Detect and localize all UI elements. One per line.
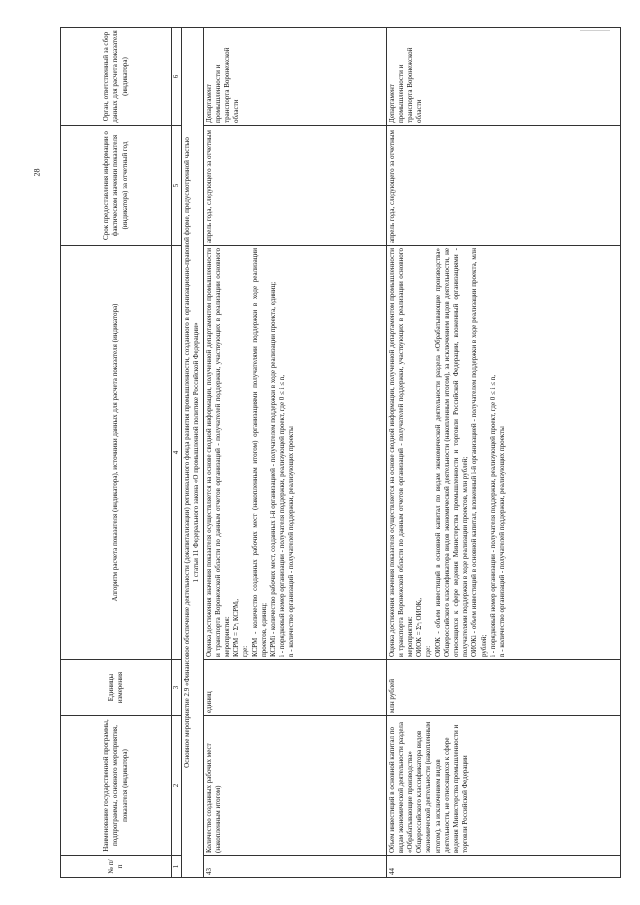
table-header-row [61, 28, 172, 878]
algorithm-definition: ОИОК - объем инвестиций в основной капитал по видам экономической деятельности раздела «Обрабатывающие производства» Общероссийского классификатора видов экономической деятельности (накопленным итогом), за исключением видов деятельности, не относящихся к сфере ведения Министерства промышленности и торговли Российской Федерации, вложенный организациями - получателями поддержки в ходе реализации проектов, млн рублей; [433, 248, 470, 657]
header-deadline: Срок предоставления информации о фактическом значении показателя (индикатора) за отчетный год [61, 126, 172, 246]
algorithm-intro: Оценка достижения значения показателя осуществляется на основе сводной информации, полученной департаментом промышленности и транспорта Воронежской области по данным отчетов организаций - получателей поддержки, участвующих в реализации основного мероприятия: [204, 248, 232, 657]
section-title-line: Основное мероприятие 2.9 «Финансовое обеспечение деятельности (докапитализации) регионального фонда развития промышленности, созданного в организационно-правовой форме, предусмотренной частью [183, 137, 192, 768]
column-number: 3 [172, 660, 182, 716]
section-row [182, 28, 203, 878]
indicator-unit: млн рублей [386, 660, 620, 716]
algorithm-where: где: [424, 645, 433, 657]
table-row [386, 28, 620, 878]
responsible-body: Департамент промышленности и транспорта Воронежской области [203, 28, 386, 126]
algorithm-definition: КСРМi - количество рабочих мест, созданных i-й организацией - получателем поддержки в ходе реализации проекта, единиц; [269, 281, 278, 657]
algorithm-definition: КСРМ - количество созданных рабочих мест (накопленным итогом) организациями получателями поддержки в ходе реализации проектов, единиц; [250, 248, 268, 657]
indicator-deadline: апрель года, следующего за отчетным [386, 126, 620, 246]
column-number: 6 [172, 28, 182, 126]
algorithm-where: где: [241, 645, 250, 657]
algorithm-definition: ОИОКi - объем инвестиций в основной капитал, вложенный i-й организацией - получателем поддержки в ходе реализации проекта, млн рублей; [470, 248, 488, 657]
header-name: Наименование государственной программы, подпрограммы, основного мероприятия, показателя (индикатора) [61, 716, 172, 856]
algorithm-formula: КСРМ = Σⁿᵢ КСРМᵢ, [232, 598, 241, 657]
indicator-algorithm [386, 246, 620, 660]
section-title-line: 1 статьи 11 Федерального закона «О промышленной политике Российской Федерации» [192, 322, 201, 583]
indicator-unit: единиц [203, 660, 386, 716]
rotated-table-wrapper [60, 28, 620, 878]
column-number: 2 [172, 716, 182, 856]
algorithm-definition: i - порядковый номер организации - получателя поддержки, реализующей проект, где 0 ≤ i ≤ n, [488, 374, 497, 657]
page-number: 28 [32, 168, 42, 177]
algorithm-formula: ОИОК = Σⁿᵢ ОИОКᵢ, [415, 597, 424, 657]
indicator-name: Объем инвестиций в основной капитал по видам экономической деятельности раздела «Обрабатывающие производства» Общероссийского классификатора видов экономической деятельности (накопленным итогом), за исключением видов деятельности, не относящихся к сфере ведения Министерства промышленности и торговли Российской Федерации [386, 716, 620, 856]
column-number: 5 [172, 126, 182, 246]
indicator-deadline: апрель года, следующего за отчетным [203, 126, 386, 246]
row-number: 43 [203, 856, 386, 878]
header-number: № п/п [61, 856, 172, 878]
column-number: 4 [172, 246, 182, 660]
indicator-table [60, 27, 621, 878]
row-number: 44 [386, 856, 620, 878]
header-algorithm: Алгоритм расчета показателя (индикатора), источники данных для расчета показателя (индикатора) [61, 246, 172, 660]
table-row [203, 28, 386, 878]
algorithm-definition: i - порядковый номер организации - получателя поддержки, реализующей проект, где 0 ≤ i ≤ n, [278, 374, 287, 657]
indicator-algorithm [203, 246, 386, 660]
responsible-body: Департамент промышленности и транспорта Воронежской области [386, 28, 620, 126]
algorithm-definition: n - количество организаций - получателей поддержки, реализующих проекты [498, 426, 507, 657]
algorithm-intro: Оценка достижения значения показателя осуществляется на основе сводной информации, полученной департаментом промышленности и транспорта Воронежской области по данным отчетов организаций - получателей поддержки, участвующих в реализации основного мероприятия: [387, 248, 415, 657]
algorithm-definition: n - количество организаций - получателей поддержки, реализующих проекты [287, 426, 296, 657]
header-unit: Единицы измерения [61, 660, 172, 716]
column-number-row [172, 28, 182, 878]
header-responsible: Орган, ответственный за сбор данных для расчета показателя (индикатора) [61, 28, 172, 126]
column-number: 1 [172, 856, 182, 878]
section-title [182, 28, 203, 878]
indicator-name: Количество созданных рабочих мест (накопленным итогом) [203, 716, 386, 856]
